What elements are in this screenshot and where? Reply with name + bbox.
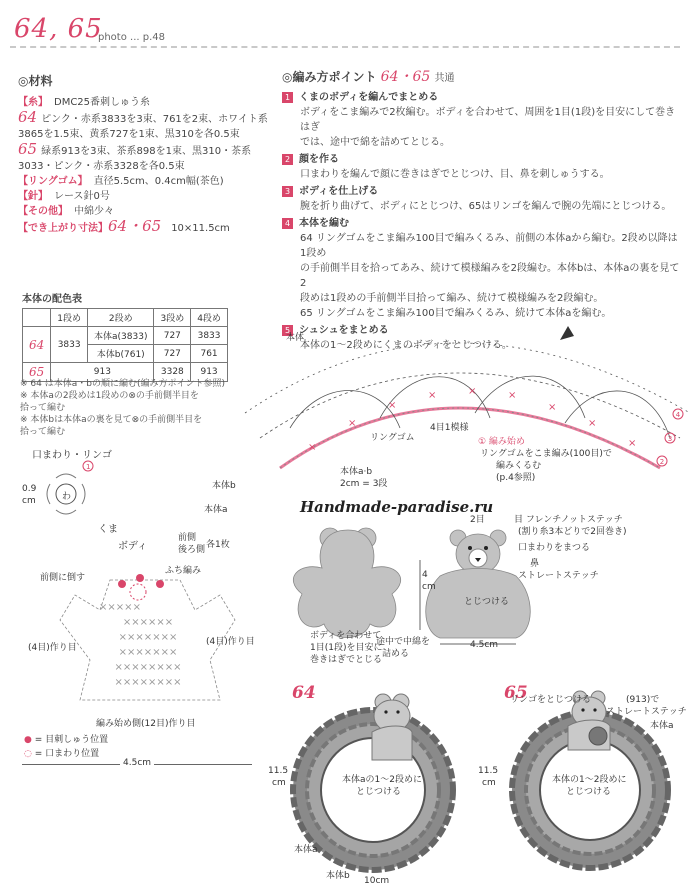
points-heading-num: 64・65 [380, 69, 431, 85]
table-row [23, 309, 228, 327]
svg-text:1: 1 [86, 463, 91, 471]
svg-text:×: × [388, 400, 397, 411]
svg-text:×: × [468, 386, 477, 397]
bodyjoin-2: 1目(1段)を目安に [310, 643, 383, 653]
table-cell: 2段め [88, 309, 154, 327]
eye2-label: 2目 [470, 515, 485, 525]
rows4a-label: (4目)作り目 [28, 643, 77, 653]
step-title: 顔を作る [299, 154, 339, 165]
table-cell: 727 [154, 327, 191, 345]
material-tag: 【その他】 [18, 206, 68, 217]
legend-1-text: = 目刺しゅう位置 [34, 735, 109, 745]
w45-label: 4.5cm [120, 758, 154, 768]
join65b-label: とじつける [566, 787, 612, 797]
step-line: の手前側半目を拾ってあみ、続けて模様編みを2段編む。本体bは、本体aの裏を見て2 [300, 263, 680, 289]
material-text: 10×11.5cm [171, 223, 230, 234]
material-row [18, 189, 268, 204]
table-cell: 本体b(761) [88, 345, 154, 363]
step-number-badge: 4 [282, 218, 293, 229]
h115b-unit: cm [482, 778, 496, 788]
start-label-2: リングゴムをこま編み(100目)で [480, 449, 612, 459]
svg-text:××××××: ×××××× [122, 617, 174, 628]
svg-text:×: × [508, 390, 517, 401]
eye-label: 目 フレンチノットステッチ [514, 515, 623, 525]
front-label: 前側 [178, 533, 197, 543]
note-line: ※ 64 は本体a・bの順に編む(編み方ポイント参照) [20, 379, 225, 389]
h4-label: 4 [422, 570, 428, 580]
material-num: 65 [18, 140, 38, 158]
materials-list [18, 95, 268, 236]
apple-label: リンゴをとじつける [510, 695, 592, 705]
material-text: 3033・ピンク・赤系3328を各0.5束 [18, 161, 185, 172]
hontai-b-label: 本体b [212, 481, 236, 491]
hontai-a-65: 本体a [650, 721, 674, 731]
w10-label: 10cm [364, 876, 390, 886]
material-tag: 【リングゴム】 [18, 176, 88, 187]
step-number-badge: 2 [282, 154, 293, 165]
svg-text:4: 4 [675, 411, 681, 419]
eye-sub-label: (割り糸3本どりで2回巻き) [518, 527, 627, 537]
color-table-caption: 本体の配色表 [22, 294, 82, 305]
table-row [23, 327, 228, 345]
table-cell: 761 [191, 345, 228, 363]
svg-text:×: × [428, 390, 437, 401]
legend-2: ◌ = 口まわり位置 [24, 749, 100, 759]
material-row [18, 174, 268, 189]
table-cell: 913 [191, 363, 228, 382]
watermark: Handmade-paradise.ru [300, 498, 494, 516]
svg-text:2: 2 [659, 458, 665, 466]
table-cell: 4段め [191, 309, 228, 327]
hontai-b-64: 本体b [326, 871, 350, 881]
material-row [18, 110, 268, 127]
step-title: シュシュをまとめる [299, 325, 389, 336]
straight2-label: ストレートステッチ [606, 707, 687, 717]
points-section [282, 70, 682, 353]
back-label: 後ろ側 [178, 545, 206, 555]
hontai-chart-diagram [230, 318, 690, 518]
note-line: ※ 本体aの2段めは1段めの⊗の手前側半目を [20, 391, 199, 401]
points-heading [282, 70, 682, 86]
material-text: レース針0号 [54, 191, 110, 202]
material-row [18, 127, 268, 142]
step-item [282, 90, 682, 150]
table-cell: 913 [51, 363, 154, 382]
svg-text:×: × [628, 438, 637, 449]
points-steps [282, 90, 682, 353]
material-tag: 【糸】 [18, 97, 48, 108]
step-line: 64 リングゴムをこま編み100目で編みくるみ、前側の本体aから編む。2段め以降は1段め [300, 233, 678, 259]
start-label-4: (p.4参照) [496, 473, 536, 483]
tojitsukeru-label: とじつける [464, 597, 510, 607]
svg-text:×××××××: ××××××× [118, 632, 178, 643]
row-label-64: 64 [23, 327, 51, 363]
material-tag: 【でき上がり寸法】 [18, 223, 108, 234]
join65-label: 本体の1〜2段めに [552, 775, 627, 785]
step-title: くまのボディを編んでまとめる [299, 92, 439, 103]
hontai-label: 本体 [286, 333, 305, 343]
step-item [282, 184, 682, 214]
ringgomu-label: リングゴム [370, 433, 415, 443]
material-text: 3865を1.5束、黄系727を1束、黒310を各0.5束 [18, 129, 240, 140]
step-title: ボディを仕上げる [299, 186, 379, 197]
start-label-3: 編みくるむ [496, 461, 542, 471]
note-line: ※ 本体bは本体aの裏を見て⊗の手前側半目を [20, 415, 203, 425]
step-item [282, 216, 682, 321]
material-text: 緑系913を3束、茶系898を1束、黒310・茶系 [41, 146, 252, 157]
h115a-label: 11.5 [268, 766, 289, 776]
table-cell: 3328 [154, 363, 191, 382]
body-label: ボディ [118, 541, 148, 552]
step-line: 口まわりを編んで顔に巻きはぎでとじつけ、目、鼻を刺しゅうする。 [300, 169, 610, 180]
label-65: 65 [504, 683, 528, 703]
kuma-label: くま [98, 524, 118, 535]
svg-text:××××××××: ×××××××× [114, 677, 182, 688]
svg-text:××××××××: ×××××××× [114, 662, 182, 673]
photo-ref: photo ... p.48 [98, 32, 165, 43]
note-line: 拾って編む [20, 427, 66, 437]
row-label-65: 65 [23, 363, 51, 382]
svg-text:×: × [308, 442, 317, 453]
material-num: 64 [18, 108, 38, 126]
color-table [22, 308, 228, 382]
repeat-label: 4目1模様 [430, 423, 469, 433]
join64b-label: とじつける [356, 787, 402, 797]
h4-unit: cm [422, 582, 436, 592]
gauge-label: 2cm = 3段 [340, 479, 388, 489]
start-arrow-icon [560, 326, 574, 340]
material-row [18, 95, 268, 110]
step-title: 本体を編む [299, 218, 349, 229]
start-label: ① 編み始め [478, 437, 525, 447]
each-label: 各1枚 [206, 540, 230, 550]
page-title: 64, 65 [14, 14, 103, 44]
svg-text:×: × [548, 402, 557, 413]
step-line: 段めは1段めの手前側半目拾って編み、続けて模様編みを2段編む。 [300, 293, 604, 304]
table-cell [23, 309, 51, 327]
fold-label: 前側に倒す [40, 573, 86, 583]
materials-heading: ◎材料 [18, 74, 53, 88]
w09-label: 0.9 [22, 484, 37, 494]
points-heading-text: ◎編み方ポイント [282, 70, 377, 84]
svg-text:3: 3 [667, 435, 673, 443]
step-line: 65 リングゴムをこま編み100目で編みくるみ、続けて本体aを編む。 [300, 308, 612, 319]
table-cell: 本体a(3833) [88, 327, 154, 345]
step-line: 本体の1〜2段めにくまのボディをとじつける。 [300, 340, 512, 351]
bodyjoin-1: ボディを合わせて [310, 631, 382, 641]
w45b-label: 4.5cm [470, 640, 499, 650]
note-line: 拾って編む [20, 403, 66, 413]
step-number-badge: 3 [282, 186, 293, 197]
legend-1: ● = 目刺しゅう位置 [24, 735, 109, 745]
header-divider [10, 46, 680, 48]
n913-label: (913)で [626, 695, 660, 705]
material-text: 中綿少々 [74, 206, 114, 217]
material-tag: 【針】 [18, 191, 48, 202]
gauge-ab-label: 本体a·b [340, 467, 373, 477]
material-row [18, 159, 268, 174]
points-heading-suffix: 共通 [434, 73, 455, 84]
step-line: 腕を折り曲げて、ボディにとじつけ、65はリンゴを編んで腕の先端にとじつける。 [300, 201, 672, 212]
legend-2-text: = 口まわり位置 [34, 749, 100, 759]
ring-gomu-line [280, 408, 660, 468]
material-text: 直径5.5cm、0.4cm幅(茶色) [93, 176, 224, 187]
svg-text:×: × [588, 418, 597, 429]
nose-label: 鼻 [530, 559, 540, 569]
step-line: では、途中で綿を詰めてとじる。 [300, 137, 450, 148]
w09-unit: cm [22, 496, 36, 506]
start12-label: 編み始め側(12目)作り目 [96, 719, 196, 729]
rows4b-label: (4目)作り目 [206, 637, 255, 647]
materials-section [18, 74, 268, 236]
table-cell: 727 [154, 345, 191, 363]
wa-label: わ [62, 492, 72, 502]
step-number-badge: 5 [282, 325, 293, 336]
table-cell: 3833 [191, 327, 228, 345]
material-text: DMC25番刺しゅう糸 [54, 97, 151, 108]
hontai-a-64: 本体a [294, 845, 318, 855]
h115a-unit: cm [272, 778, 286, 788]
step-line: ボディをこま編みで2枚編む。ボディを合わせて、周囲を1目(1段)を目安にして巻きはぎ [300, 107, 676, 133]
fuchi-label: ふち編み [165, 566, 202, 576]
material-num: 64・65 [108, 217, 162, 235]
material-text: ピンク・赤系3833を3束、761を2束、ホワイト系 [41, 114, 268, 125]
straight-label: ストレートステッチ [518, 571, 599, 581]
color-table-section [22, 290, 228, 382]
fill-2: 詰める [382, 649, 410, 659]
bodyjoin-3: 巻きはぎでとじる [310, 655, 383, 665]
join64-label: 本体aの1〜2段めに [342, 775, 422, 785]
svg-text:×××××: ××××× [99, 602, 141, 613]
label-64: 64 [292, 683, 316, 703]
h115b-label: 11.5 [478, 766, 499, 776]
material-row [18, 142, 268, 159]
material-row [18, 219, 268, 236]
step-item [282, 152, 682, 182]
hontai-a-label: 本体a [204, 505, 228, 515]
fill-1: 途中で中綿を [376, 637, 431, 647]
step-number-badge: 1 [282, 92, 293, 103]
svg-text:×: × [348, 418, 357, 429]
table-cell: 1段め [51, 309, 88, 327]
table-cell: 3段め [154, 309, 191, 327]
svg-text:×××××××: ××××××× [118, 647, 178, 658]
table-cell: 3833 [51, 327, 88, 363]
mouth-pos-label: 口まわりをまつる [518, 543, 591, 553]
mouth-heading: 口まわり・リンゴ [32, 450, 112, 461]
